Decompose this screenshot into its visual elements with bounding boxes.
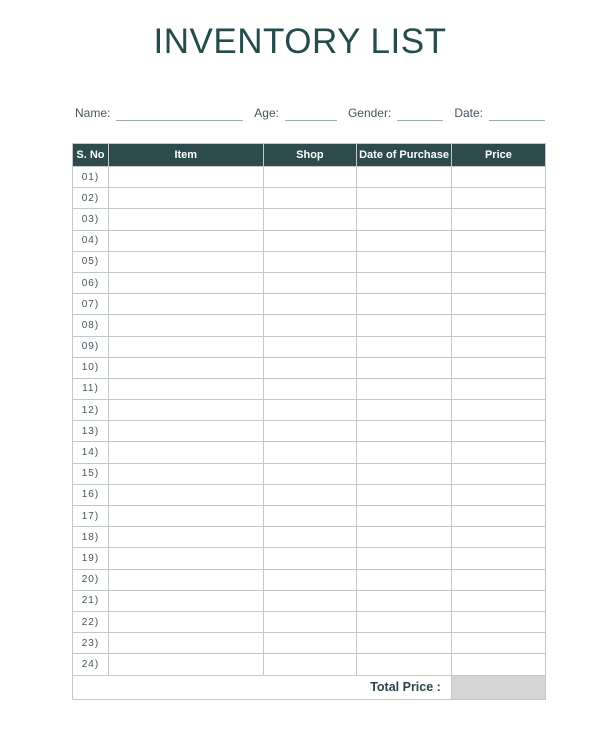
- page-title: INVENTORY LIST: [153, 22, 447, 61]
- row-number: 04): [73, 230, 109, 251]
- row-number: 20): [73, 569, 109, 590]
- row-number: 18): [73, 527, 109, 548]
- shop-cell[interactable]: [263, 506, 357, 527]
- item-cell[interactable]: [108, 315, 263, 336]
- item-cell[interactable]: [108, 188, 263, 209]
- date-cell[interactable]: [357, 209, 452, 230]
- shop-cell[interactable]: [263, 421, 357, 442]
- item-cell[interactable]: [108, 167, 263, 188]
- price-cell[interactable]: [451, 378, 545, 399]
- age-label: Age:: [254, 106, 279, 120]
- price-cell[interactable]: [451, 569, 545, 590]
- date-cell[interactable]: [357, 633, 452, 654]
- price-cell[interactable]: [451, 527, 545, 548]
- total-price-cell[interactable]: [451, 675, 545, 699]
- column-header-shop: Shop: [263, 144, 357, 167]
- shop-cell[interactable]: [263, 548, 357, 569]
- table-row: [73, 400, 546, 421]
- price-cell[interactable]: [451, 633, 545, 654]
- shop-cell[interactable]: [263, 654, 357, 675]
- age-field: [254, 106, 337, 121]
- shop-cell[interactable]: [263, 209, 357, 230]
- row-number: 16): [73, 484, 109, 505]
- date-cell[interactable]: [357, 167, 452, 188]
- shop-cell[interactable]: [263, 611, 357, 632]
- price-cell[interactable]: [451, 209, 545, 230]
- table-row: [73, 484, 546, 505]
- date-label: Date:: [454, 106, 483, 120]
- gender-label: Gender:: [347, 106, 392, 120]
- row-number: 12): [73, 400, 109, 421]
- date-cell[interactable]: [357, 463, 452, 484]
- row-number: 13): [73, 421, 109, 442]
- price-cell[interactable]: [451, 230, 545, 251]
- price-cell[interactable]: [451, 548, 545, 569]
- item-cell[interactable]: [108, 527, 263, 548]
- date-cell[interactable]: [357, 378, 452, 399]
- date-cell[interactable]: [357, 230, 452, 251]
- table-row: [73, 336, 546, 357]
- column-header-price: Price: [451, 144, 545, 167]
- item-cell[interactable]: [108, 294, 263, 315]
- table-row: [73, 442, 546, 463]
- name-input-line[interactable]: [116, 109, 243, 121]
- inventory-list-page: [0, 22, 600, 730]
- gender-field: [348, 106, 443, 121]
- date-input-line[interactable]: [489, 109, 545, 121]
- shop-cell[interactable]: [263, 527, 357, 548]
- total-price-label: Total Price :: [73, 675, 452, 699]
- price-cell[interactable]: [451, 188, 545, 209]
- shop-cell[interactable]: [263, 484, 357, 505]
- row-number: 15): [73, 463, 109, 484]
- table-row: [73, 315, 546, 336]
- price-cell[interactable]: [451, 167, 545, 188]
- shop-cell[interactable]: [263, 315, 357, 336]
- row-number: 14): [73, 442, 109, 463]
- shop-cell[interactable]: [263, 188, 357, 209]
- table-row: [73, 569, 546, 590]
- item-cell[interactable]: [108, 590, 263, 611]
- price-cell[interactable]: [451, 421, 545, 442]
- name-label: Name:: [75, 106, 111, 120]
- row-number: 02): [73, 188, 109, 209]
- table-row: [73, 633, 546, 654]
- table-row: [73, 251, 546, 272]
- price-cell[interactable]: [451, 654, 545, 675]
- date-cell[interactable]: [357, 357, 452, 378]
- row-number: 23): [73, 633, 109, 654]
- row-number: 24): [73, 654, 109, 675]
- date-cell[interactable]: [357, 294, 452, 315]
- row-number: 08): [73, 315, 109, 336]
- row-number: 22): [73, 611, 109, 632]
- price-cell[interactable]: [451, 400, 545, 421]
- item-cell[interactable]: [108, 611, 263, 632]
- price-cell[interactable]: [451, 506, 545, 527]
- price-cell[interactable]: [451, 463, 545, 484]
- row-number: 05): [73, 251, 109, 272]
- row-number: 17): [73, 506, 109, 527]
- table-header: [73, 144, 546, 167]
- item-cell[interactable]: [108, 654, 263, 675]
- date-cell[interactable]: [357, 569, 452, 590]
- item-cell[interactable]: [108, 633, 263, 654]
- table-row: [73, 357, 546, 378]
- shop-cell[interactable]: [263, 357, 357, 378]
- info-form-row: [75, 106, 545, 121]
- item-cell[interactable]: [108, 463, 263, 484]
- gender-input-line[interactable]: [397, 109, 443, 121]
- item-cell[interactable]: [108, 378, 263, 399]
- table-row: [73, 272, 546, 293]
- item-cell[interactable]: [108, 506, 263, 527]
- date-cell[interactable]: [357, 315, 452, 336]
- table-row: [73, 611, 546, 632]
- date-cell[interactable]: [357, 336, 452, 357]
- table-row: [73, 294, 546, 315]
- item-cell[interactable]: [108, 272, 263, 293]
- table-footer: [73, 675, 546, 699]
- date-cell[interactable]: [357, 442, 452, 463]
- date-cell[interactable]: [357, 548, 452, 569]
- shop-cell[interactable]: [263, 251, 357, 272]
- price-cell[interactable]: [451, 442, 545, 463]
- shop-cell[interactable]: [263, 272, 357, 293]
- name-field: [75, 106, 243, 121]
- date-cell[interactable]: [357, 272, 452, 293]
- table-row: [73, 463, 546, 484]
- shop-cell[interactable]: [263, 294, 357, 315]
- date-cell[interactable]: [357, 400, 452, 421]
- table-row: [73, 654, 546, 675]
- shop-cell[interactable]: [263, 463, 357, 484]
- table-row: [73, 548, 546, 569]
- item-cell[interactable]: [108, 230, 263, 251]
- item-cell[interactable]: [108, 251, 263, 272]
- row-number: 19): [73, 548, 109, 569]
- table-row: [73, 590, 546, 611]
- shop-cell[interactable]: [263, 569, 357, 590]
- price-cell[interactable]: [451, 294, 545, 315]
- row-number: 03): [73, 209, 109, 230]
- inventory-table: [72, 143, 546, 700]
- row-number: 10): [73, 357, 109, 378]
- item-cell[interactable]: [108, 484, 263, 505]
- shop-cell[interactable]: [263, 442, 357, 463]
- item-cell[interactable]: [108, 548, 263, 569]
- date-cell[interactable]: [357, 506, 452, 527]
- table-row: [73, 230, 546, 251]
- row-number: 06): [73, 272, 109, 293]
- item-cell[interactable]: [108, 336, 263, 357]
- table-row: [73, 378, 546, 399]
- table-row: [73, 421, 546, 442]
- item-cell[interactable]: [108, 569, 263, 590]
- table-body: [73, 167, 546, 676]
- price-cell[interactable]: [451, 357, 545, 378]
- table-row: [73, 506, 546, 527]
- row-number: 11): [73, 378, 109, 399]
- price-cell[interactable]: [451, 611, 545, 632]
- date-cell[interactable]: [357, 484, 452, 505]
- row-number: 07): [73, 294, 109, 315]
- column-header-item: Item: [108, 144, 263, 167]
- date-cell[interactable]: [357, 421, 452, 442]
- price-cell[interactable]: [451, 336, 545, 357]
- row-number: 09): [73, 336, 109, 357]
- price-cell[interactable]: [451, 272, 545, 293]
- shop-cell[interactable]: [263, 230, 357, 251]
- price-cell[interactable]: [451, 315, 545, 336]
- item-cell[interactable]: [108, 209, 263, 230]
- row-number: 01): [73, 167, 109, 188]
- shop-cell[interactable]: [263, 336, 357, 357]
- item-cell[interactable]: [108, 400, 263, 421]
- date-cell[interactable]: [357, 188, 452, 209]
- date-cell[interactable]: [357, 654, 452, 675]
- table-row: [73, 167, 546, 188]
- price-cell[interactable]: [451, 484, 545, 505]
- item-cell[interactable]: [108, 442, 263, 463]
- table-row: [73, 527, 546, 548]
- date-cell[interactable]: [357, 251, 452, 272]
- age-input-line[interactable]: [285, 109, 337, 121]
- date-field: [454, 106, 545, 121]
- price-cell[interactable]: [451, 251, 545, 272]
- table-row: [73, 188, 546, 209]
- date-cell[interactable]: [357, 590, 452, 611]
- date-cell[interactable]: [357, 527, 452, 548]
- item-cell[interactable]: [108, 421, 263, 442]
- shop-cell[interactable]: [263, 633, 357, 654]
- row-number: 21): [73, 590, 109, 611]
- price-cell[interactable]: [451, 590, 545, 611]
- shop-cell[interactable]: [263, 378, 357, 399]
- column-header-sno: S. No: [73, 144, 109, 167]
- item-cell[interactable]: [108, 357, 263, 378]
- shop-cell[interactable]: [263, 167, 357, 188]
- shop-cell[interactable]: [263, 590, 357, 611]
- date-cell[interactable]: [357, 611, 452, 632]
- column-header-date: Date of Purchase: [357, 144, 452, 167]
- table-row: [73, 209, 546, 230]
- shop-cell[interactable]: [263, 400, 357, 421]
